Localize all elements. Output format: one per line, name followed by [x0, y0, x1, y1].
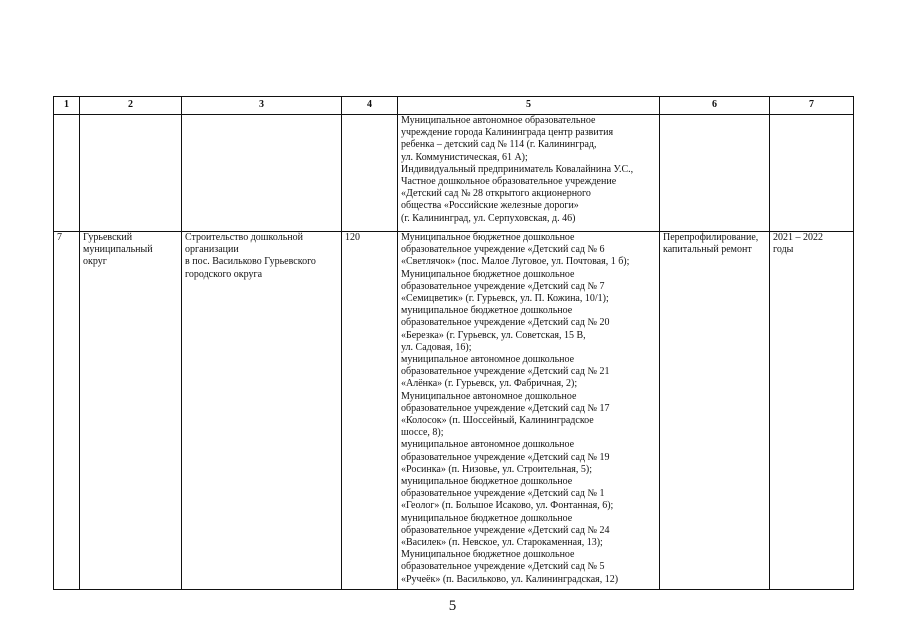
- text-line: 2021 – 2022: [773, 232, 823, 243]
- text-line: Частное дошкольное образовательное учреждение: [401, 176, 617, 188]
- text-line: муниципальное автономное дошкольное: [401, 354, 575, 366]
- text-line: ул. Коммунистическая, 61 А);: [401, 151, 528, 163]
- text-line: образовательное учреждение «Детский сад № 17: [401, 402, 610, 414]
- text-line: муниципальное бюджетное дошкольное: [401, 305, 573, 317]
- text-line: Муниципальное бюджетное дошкольное: [401, 268, 575, 280]
- header-col-7: 7: [770, 97, 854, 115]
- text-line: «Геолог» (п. Большое Исаково, ул. Фонтанная, 6);: [401, 500, 614, 512]
- text-line: образовательное учреждение «Детский сад № 21: [401, 366, 610, 378]
- text-line: муниципальный: [83, 244, 153, 256]
- text-line: «Росинка» (п. Низовье, ул. Строительная, 5);: [401, 463, 593, 475]
- text-line: «Семицветик» (г. Гурьевск, ул. П. Кожина, 10/1);: [401, 293, 609, 305]
- text-line: учреждение города Калининграда центр развития: [401, 127, 614, 139]
- text-line: образовательное учреждение «Детский сад № 19: [401, 451, 610, 463]
- table-row-continuation: [54, 115, 854, 232]
- text-line: Муниципальное бюджетное дошкольное: [401, 549, 575, 561]
- text-line: Гурьевский: [83, 232, 133, 243]
- cell-empty: [342, 115, 398, 232]
- text-line: годы: [773, 244, 794, 256]
- cell-empty: [54, 115, 80, 232]
- text-line: ул. Садовая, 16);: [401, 341, 472, 353]
- header-col-2: 2: [80, 97, 182, 115]
- cell-empty: [80, 115, 182, 232]
- cell-measures: [660, 232, 770, 590]
- text-line: «Алёнка» (г. Гурьевск, ул. Фабричная, 2);: [401, 378, 578, 390]
- text-line: образовательное учреждение «Детский сад № 6: [401, 244, 605, 256]
- cell-institutions: [398, 232, 660, 590]
- text-line: Муниципальное автономное образовательное: [401, 115, 596, 126]
- header-col-5: 5: [398, 97, 660, 115]
- text-line: ребенка – детский сад № 114 (г. Калининград,: [401, 139, 597, 151]
- header-row: [54, 97, 854, 115]
- text-line: «Светлячок» (пос. Малое Луговое, ул. Почтовая, 1 б);: [401, 256, 630, 268]
- table-row-7: [54, 232, 854, 590]
- text-line: округ: [83, 256, 107, 268]
- main-table: [53, 96, 854, 590]
- text-line: образовательное учреждение «Детский сад № 20: [401, 317, 610, 329]
- cell-institutions-continuation: [398, 115, 660, 232]
- text-line: шоссе, 8);: [401, 427, 444, 439]
- text-line: «Василек» (п. Невское, ул. Старокаменная, 13);: [401, 537, 603, 549]
- text-line: Строительство дошкольной: [185, 232, 303, 243]
- text-line: муниципальное автономное дошкольное: [401, 439, 575, 451]
- text-line: общества «Российские железные дороги»: [401, 200, 579, 212]
- text-line: образовательное учреждение «Детский сад № 1: [401, 488, 605, 500]
- cell-period: [770, 232, 854, 590]
- text-line: Муниципальное автономное дошкольное: [401, 390, 577, 402]
- cell-row-number: 7: [54, 232, 80, 590]
- text-line: муниципальное бюджетное дошкольное: [401, 476, 573, 488]
- text-line: «Детский сад № 28 открытого акционерного: [401, 188, 591, 200]
- text-line: «Колосок» (п. Шоссейный, Калининградское: [401, 415, 594, 427]
- text-line: Перепрофилирование,: [663, 232, 759, 243]
- cell-empty: [770, 115, 854, 232]
- header-col-6: 6: [660, 97, 770, 115]
- text-line: образовательное учреждение «Детский сад № 24: [401, 524, 610, 536]
- cell-empty: [660, 115, 770, 232]
- header-col-1: 1: [54, 97, 80, 115]
- cell-capacity: 120: [342, 232, 398, 590]
- text-line: Индивидуальный предприниматель Ковалайнина У.С.,: [401, 163, 634, 175]
- text-line: «Березка» (г. Гурьевск, ул. Советская, 15 В,: [401, 329, 586, 341]
- text-line: в пос. Васильково Гурьевского: [185, 256, 316, 268]
- text-line: муниципальное бюджетное дошкольное: [401, 512, 573, 524]
- header-col-4: 4: [342, 97, 398, 115]
- page-number: 5: [448, 598, 457, 614]
- text-line: городского округа: [185, 268, 263, 280]
- text-line: «Ручеёк» (п. Васильково, ул. Калининградская, 12): [401, 573, 619, 585]
- text-line: организации: [185, 244, 239, 256]
- text-line: образовательное учреждение «Детский сад № 7: [401, 280, 605, 292]
- text-line: (г. Калининград, ул. Серпуховская, д. 46): [401, 212, 576, 224]
- cell-municipality: [80, 232, 182, 590]
- header-col-3: 3: [182, 97, 342, 115]
- text-line: капитальный ремонт: [663, 244, 752, 256]
- cell-empty: [182, 115, 342, 232]
- cell-project: [182, 232, 342, 590]
- text-line: Муниципальное бюджетное дошкольное: [401, 232, 575, 243]
- text-line: образовательное учреждение «Детский сад № 5: [401, 561, 605, 573]
